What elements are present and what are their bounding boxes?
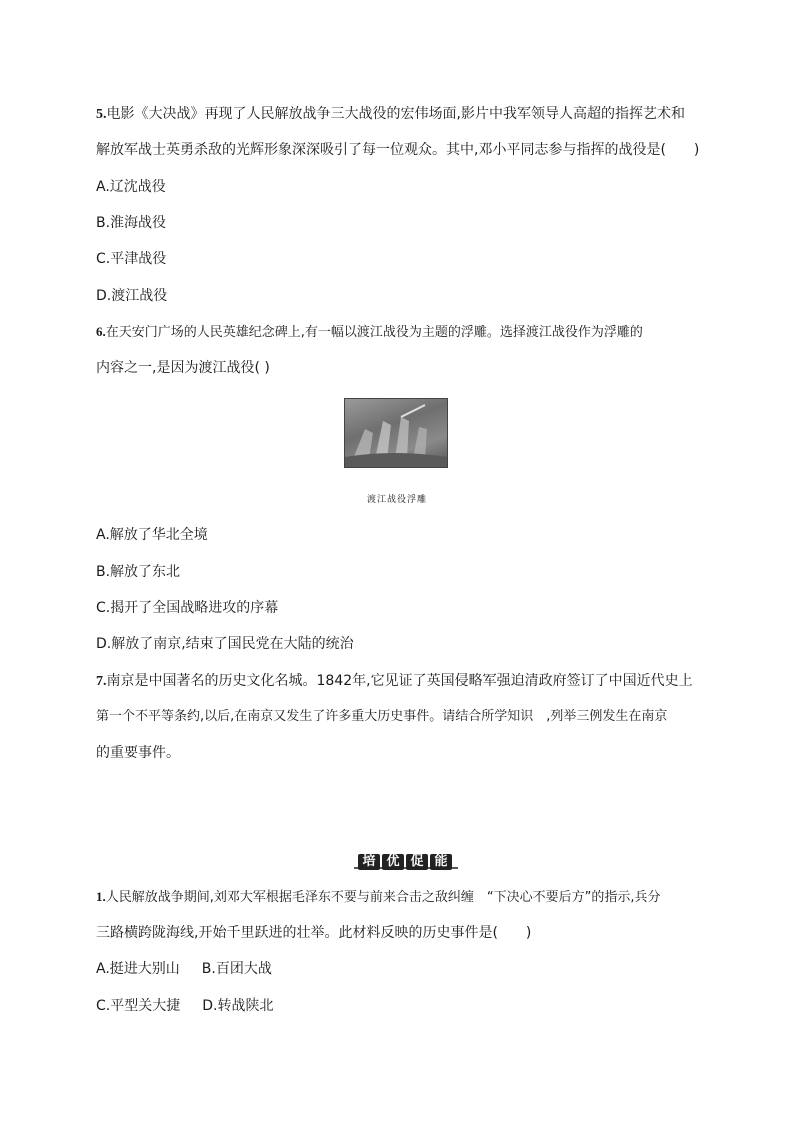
q6-stem-line2: 内容之一,是因为渡江战役( ) <box>96 360 270 376</box>
q5-option-c[interactable]: C.平津战役 <box>96 251 167 267</box>
q5-stem-line2: 解放军战士英勇杀敌的光辉形象深深吸引了每一位观众。其中,邓小平同志参与指挥的战役是( ) <box>96 142 700 158</box>
section-char-1: 培 <box>362 854 376 869</box>
q5-stem-line1 <box>96 105 685 124</box>
p1-stem-line2: 三路横跨陇海线,开始千里跃进的壮举。此材料反映的历史事件是( ) <box>96 925 532 941</box>
p1-number: 1. <box>96 889 106 904</box>
q6-option-b[interactable]: B.解放了东北 <box>96 564 181 580</box>
relief-figures-icon <box>345 399 447 467</box>
section-char-3: 促 <box>410 854 424 869</box>
q6-option-d[interactable]: D.解放了南京,结束了国民党在大陆的统治 <box>96 636 354 652</box>
p1-option-a[interactable]: A.挺进大别山 <box>96 961 180 977</box>
p1-option-b[interactable]: B.百团大战 <box>201 961 272 977</box>
q5-option-b[interactable]: B.淮海战役 <box>96 215 167 231</box>
q5-option-d[interactable]: D.渡江战役 <box>96 288 168 304</box>
q6-stem-line1 <box>96 323 643 342</box>
q7-stem-line2: 第一个不平等条约,以后,在南京又发生了许多重大历史事件。请结合所学知识 ,列举三例发生在南京 <box>96 709 668 724</box>
p1-options-row1 <box>96 960 272 978</box>
q5-number: 5. <box>96 107 107 122</box>
p1-stem-line1 <box>96 888 661 907</box>
q6-number: 6. <box>96 324 106 339</box>
q5-option-a[interactable]: A.辽沈战役 <box>96 179 166 195</box>
q7-text-line1: 南京是中国著名的历史文化名城。1842年,它见证了英国侵略军强迫清政府签订了中国近代史上 <box>106 673 693 689</box>
p1-option-c[interactable]: C.平型关大捷 <box>96 998 181 1014</box>
q7-number: 7. <box>96 674 107 689</box>
q7-stem-line1 <box>96 672 693 691</box>
p1-text-line1: 人民解放战争期间,刘邓大军根据毛泽东不要与前来合击之敌纠缠 “下决心不要后方”的指示,兵分 <box>105 890 661 905</box>
section-char-4: 能 <box>434 854 448 869</box>
relief-image-caption: 渡江战役浮雕 <box>366 495 427 505</box>
p1-option-d[interactable]: D.转战陕北 <box>202 998 274 1014</box>
crossing-river-relief-image <box>344 398 448 468</box>
q7-stem-line3: 的重要事件。 <box>96 745 180 761</box>
q6-option-a[interactable]: A.解放了华北全境 <box>96 527 208 543</box>
q6-option-c[interactable]: C.揭开了全国战略进攻的序幕 <box>96 600 279 616</box>
section-banner <box>354 852 458 872</box>
p1-options-row2 <box>96 997 273 1015</box>
q6-text-line1: 在天安门广场的人民英雄纪念碑上,有一幅以渡江战役为主题的浮雕。选择渡江战役作为浮雕的 <box>105 325 643 340</box>
q5-text-line1: 电影《大决战》再现了人民解放战争三大战役的宏伟场面,影片中我军领导人高超的指挥艺术和 <box>106 106 685 122</box>
section-char-2: 优 <box>386 854 400 869</box>
